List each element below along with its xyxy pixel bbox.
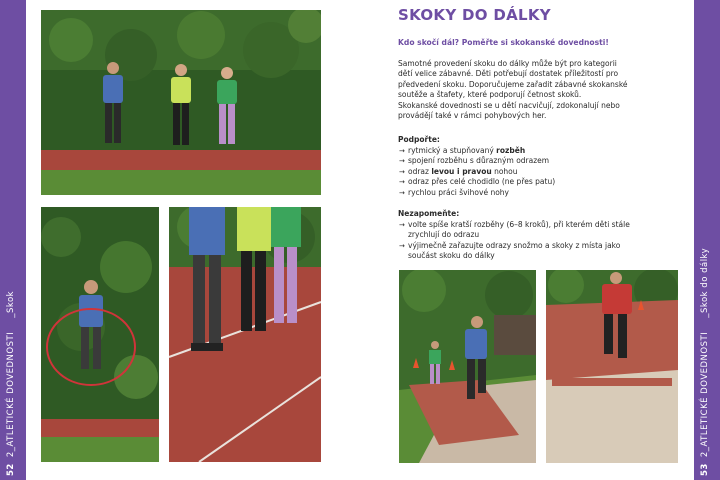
photo-legs-on-track <box>169 207 321 462</box>
left-chapter-label: _Skok <box>6 290 16 318</box>
support-heading: Podpořte: <box>398 135 440 144</box>
list-item-text: součást skoku do dálky <box>408 251 495 261</box>
list-item-emphasis: rozběh <box>496 145 526 155</box>
list-item <box>398 220 678 241</box>
intro-line: Skokanské dovednosti se u dětí nacvičují, zdokonalují nebo <box>398 100 620 110</box>
page-subtitle: Kdo skočí dál? Poměřte si skokanské dovednosti! <box>398 38 609 47</box>
list-item <box>398 146 678 157</box>
intro-line: soutěže a štafety, které podporují četnost skoků. <box>398 90 582 100</box>
left-page-running-footer <box>6 291 16 476</box>
remember-list <box>398 209 678 262</box>
list-item <box>398 188 678 199</box>
photo-jump-rope-boy <box>41 207 159 462</box>
right-chapter-label: _Skok do dálky <box>700 247 710 318</box>
photo-three-jumpers <box>41 10 321 195</box>
left-page-side-band <box>0 0 26 480</box>
list-item <box>398 156 678 167</box>
intro-line: předvedení skoku. Doporučujeme zařadit zábavné skokanské <box>398 79 628 89</box>
right-page-running-footer <box>700 248 710 476</box>
list-item-text: zrychlují do odrazu <box>408 230 480 240</box>
left-page-number: 52 <box>6 463 16 476</box>
support-list <box>398 135 678 199</box>
intro-line: provádějí také v rámci pohybových her. <box>398 111 547 121</box>
list-item-text: odraz přes celé chodidlo (ne přes patu) <box>408 177 556 187</box>
list-item-emphasis: levou i pravou <box>431 166 492 176</box>
list-item-text: rychlou práci švihové nohy <box>408 187 509 197</box>
list-item-text: volte spíše kratší rozběhy (6–8 kroků), při kterém děti stále <box>408 219 630 229</box>
page-title: SKOKY DO DÁLKY <box>398 6 551 24</box>
list-item-text: spojení rozběhu s důrazným odrazem <box>408 156 550 166</box>
intro-paragraph <box>398 59 668 121</box>
list-item <box>398 177 678 188</box>
list-item-text: výjimečně zařazujte odrazy snožmo a skoky z místa jako <box>408 240 621 250</box>
left-section-label: 2_ATLETICKÉ DOVEDNOSTI <box>6 331 16 458</box>
list-item <box>398 241 678 262</box>
photo-long-jump-run <box>399 270 536 463</box>
right-page-side-band <box>694 0 720 480</box>
right-page-number: 53 <box>700 463 710 476</box>
intro-line: Samotné provedení skoku do dálky může být pro kategorii <box>398 59 617 68</box>
list-item-text: rytmický a stupňovaný <box>408 145 497 155</box>
right-section-label: 2_ATLETICKÉ DOVEDNOSTI <box>700 331 710 458</box>
photo-long-jump-landing <box>546 270 678 463</box>
list-item-text: odraz <box>408 166 432 176</box>
intro-line: dětí velice zábavné. Děti potřebují dostatek příležitostí pro <box>398 69 619 79</box>
remember-heading: Nezapomeňte: <box>398 209 460 218</box>
list-item-text: nohou <box>491 166 518 176</box>
list-item <box>398 167 678 178</box>
